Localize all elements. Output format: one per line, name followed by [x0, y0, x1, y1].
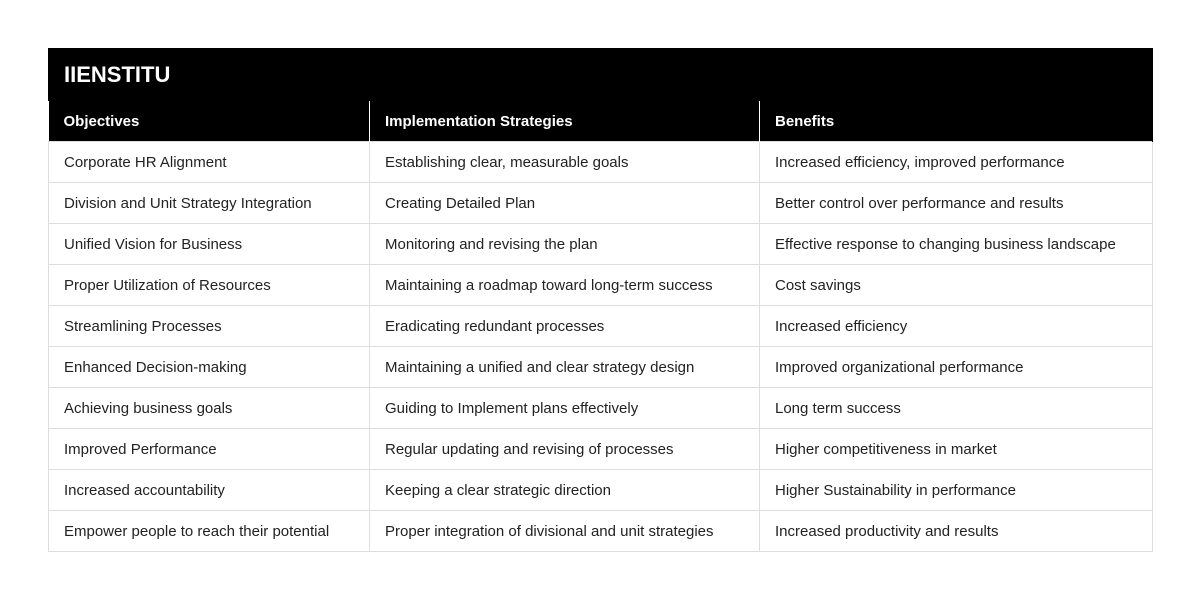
table-row [49, 306, 1153, 347]
table-row [49, 183, 1153, 224]
benefit-cell: Long term success [760, 388, 1153, 429]
table-row [49, 142, 1153, 183]
strategy-cell: Establishing clear, measurable goals [370, 142, 760, 183]
strategy-cell: Creating Detailed Plan [370, 183, 760, 224]
benefit-cell: Better control over performance and results [760, 183, 1153, 224]
objective-cell: Unified Vision for Business [49, 224, 370, 265]
strategy-cell: Keeping a clear strategic direction [370, 470, 760, 511]
benefit-cell: Higher Sustainability in performance [760, 470, 1153, 511]
header-row [49, 101, 1153, 142]
table-row [49, 347, 1153, 388]
table-row [49, 470, 1153, 511]
strategy-cell: Maintaining a roadmap toward long-term success [370, 265, 760, 306]
benefit-cell: Effective response to changing business landscape [760, 224, 1153, 265]
table-row [49, 388, 1153, 429]
benefit-cell: Higher competitiveness in market [760, 429, 1153, 470]
objective-cell: Proper Utilization of Resources [49, 265, 370, 306]
benefit-cell: Improved organizational performance [760, 347, 1153, 388]
objective-cell: Empower people to reach their potential [49, 511, 370, 552]
strategy-cell: Maintaining a unified and clear strategy design [370, 347, 760, 388]
strategy-cell: Regular updating and revising of processes [370, 429, 760, 470]
table-row [49, 429, 1153, 470]
header-objectives: Objectives [49, 101, 370, 142]
table-row [49, 224, 1153, 265]
header-benefits: Benefits [760, 101, 1153, 142]
objective-cell: Improved Performance [49, 429, 370, 470]
strategy-cell: Monitoring and revising the plan [370, 224, 760, 265]
benefit-cell: Cost savings [760, 265, 1153, 306]
table-row [49, 511, 1153, 552]
strategy-cell: Guiding to Implement plans effectively [370, 388, 760, 429]
title-row [49, 49, 1153, 101]
strategy-cell: Proper integration of divisional and unit strategies [370, 511, 760, 552]
table-container [48, 48, 1152, 552]
strategy-cell: Eradicating redundant processes [370, 306, 760, 347]
objective-cell: Increased accountability [49, 470, 370, 511]
objective-cell: Streamlining Processes [49, 306, 370, 347]
objective-cell: Corporate HR Alignment [49, 142, 370, 183]
benefit-cell: Increased efficiency, improved performance [760, 142, 1153, 183]
objective-cell: Achieving business goals [49, 388, 370, 429]
benefit-cell: Increased efficiency [760, 306, 1153, 347]
table-title: IIENSTITU [49, 49, 1153, 101]
table-row [49, 265, 1153, 306]
data-table [48, 48, 1153, 552]
objective-cell: Enhanced Decision-making [49, 347, 370, 388]
benefit-cell: Increased productivity and results [760, 511, 1153, 552]
objective-cell: Division and Unit Strategy Integration [49, 183, 370, 224]
header-implementation-strategies: Implementation Strategies [370, 101, 760, 142]
